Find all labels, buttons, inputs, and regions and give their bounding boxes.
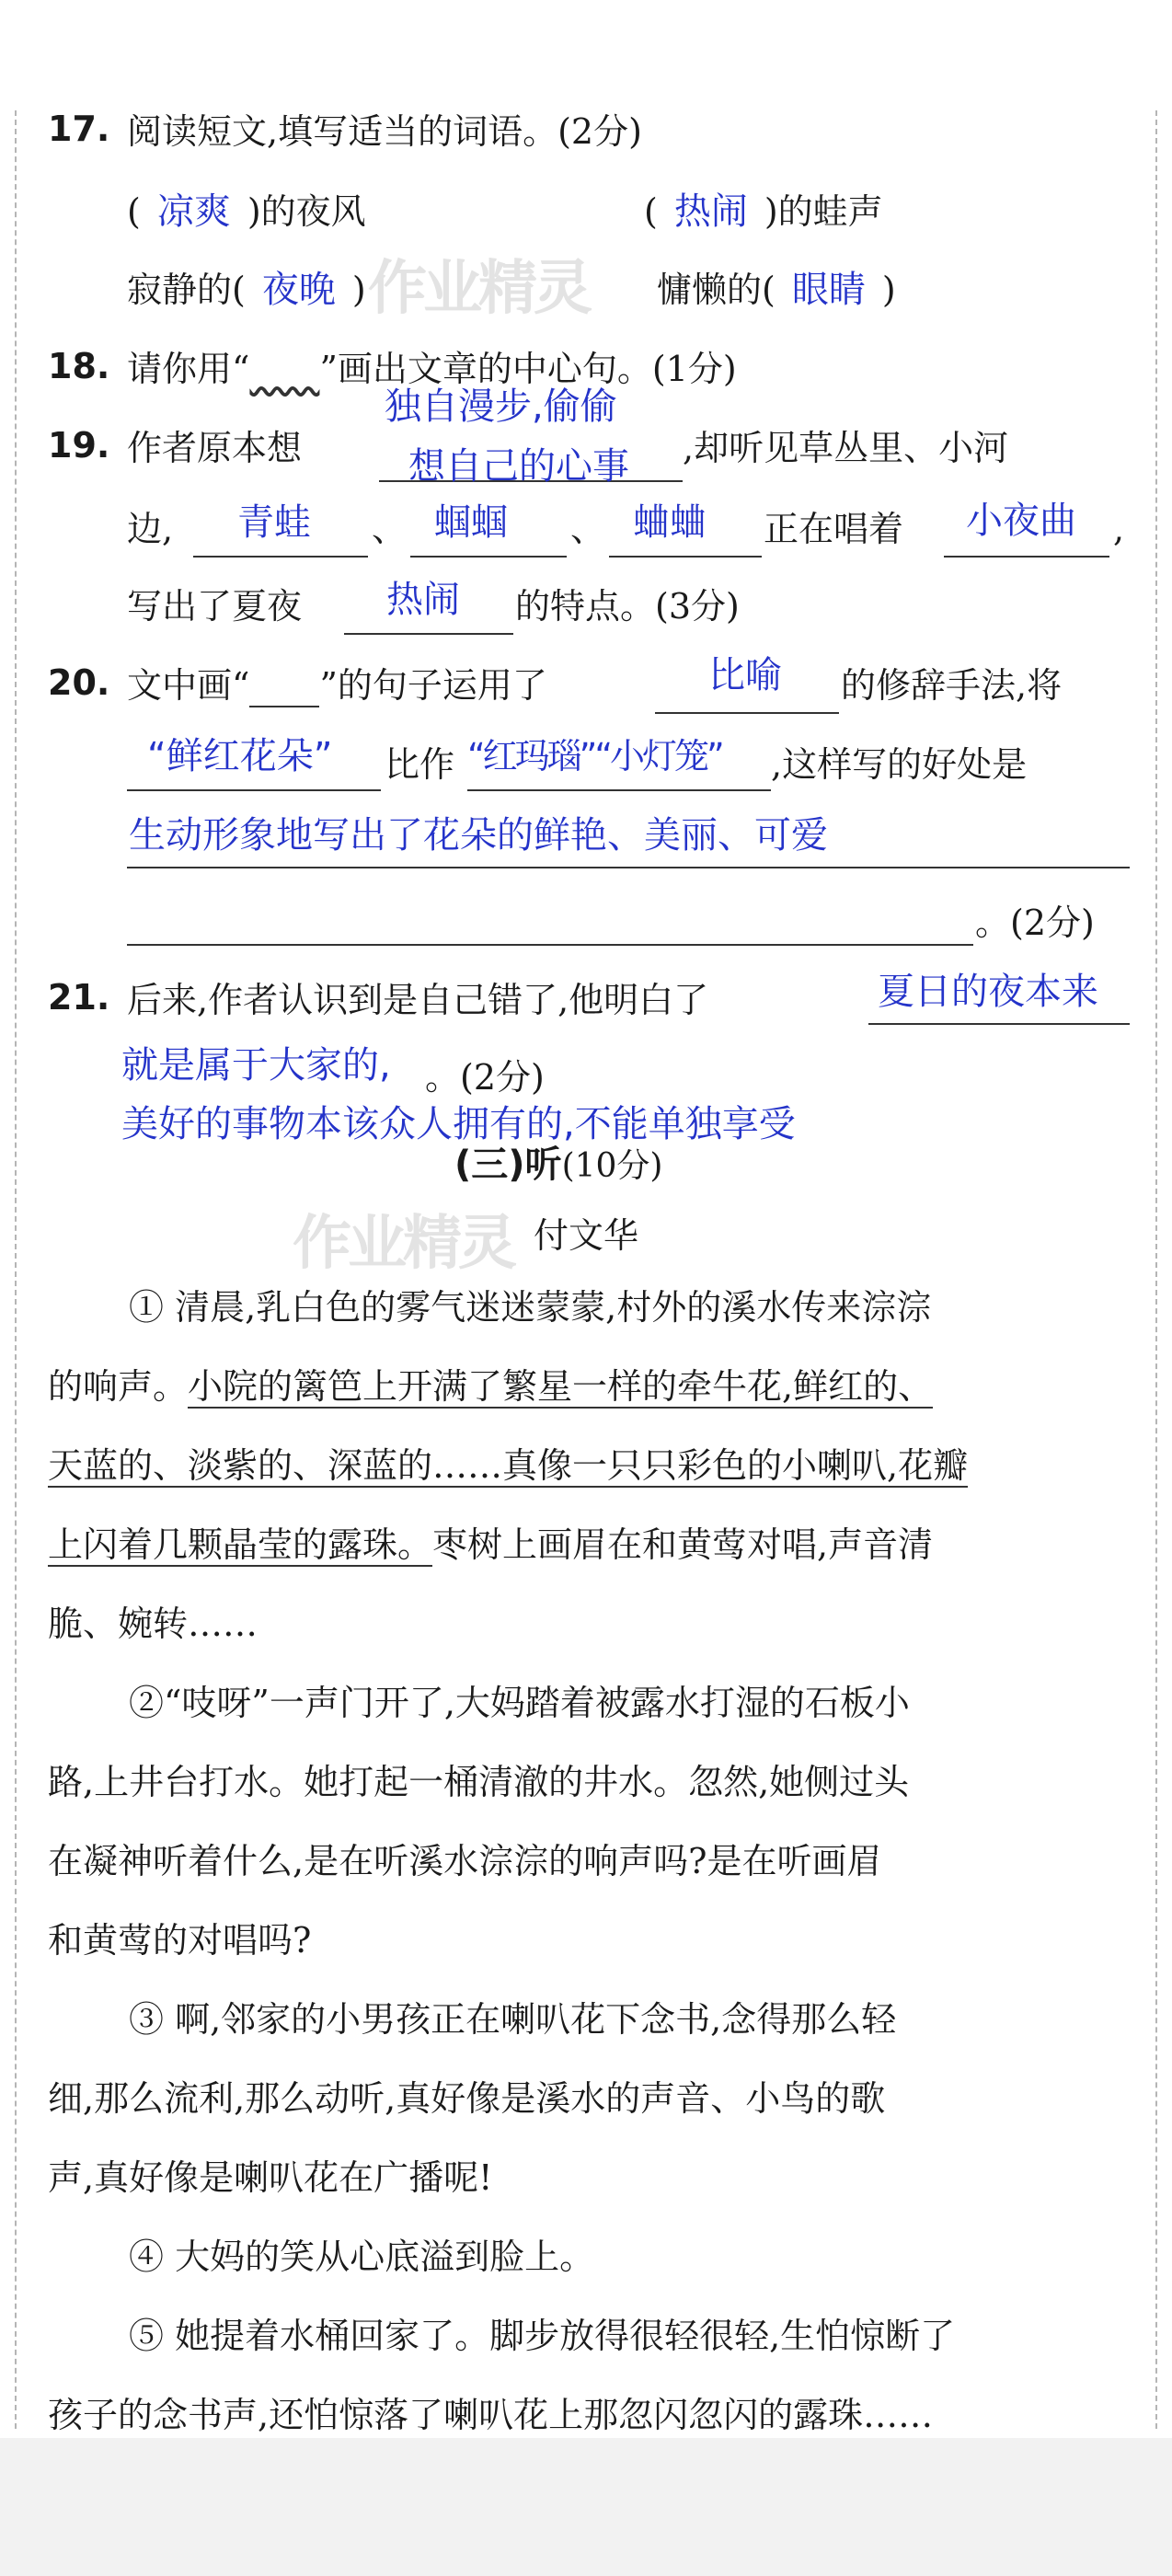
- text: 请你用“: [127, 349, 250, 389]
- passage-line: 和黄莺的对唱吗?: [48, 1920, 312, 1961]
- handwritten-answer: 蝈蝈: [434, 501, 508, 544]
- question-text: ,这样写的好处是: [771, 744, 1028, 785]
- handwritten-answer: “红玛瑙”“小灯笼”: [467, 736, 722, 776]
- paren: (: [127, 191, 141, 232]
- fill-row: [657, 267, 896, 313]
- question-text: ,却听见草丛里、小河: [683, 428, 1009, 468]
- handwritten-answer: 就是属于大家的,: [121, 1044, 391, 1087]
- question-text: 作者原本想: [127, 428, 303, 468]
- handwritten-answer: 热闹: [386, 579, 460, 621]
- straight-line-mark: [249, 665, 319, 707]
- answer-blank: [467, 789, 771, 791]
- question-text: 比作: [385, 744, 455, 785]
- section-score: (10分): [561, 1147, 663, 1185]
- phrase: 寂静的(: [127, 270, 246, 310]
- passage-line: 脆、婉转……: [48, 1604, 259, 1644]
- answer-blank: [127, 944, 973, 946]
- handwritten-answer: 热闹: [673, 190, 748, 233]
- answer-blank: [193, 556, 368, 558]
- question-text: [127, 662, 547, 708]
- handwritten-answer: 眼睛: [791, 269, 866, 311]
- question-text: 写出了夏夜: [127, 586, 303, 627]
- question-text: 边,: [127, 509, 174, 549]
- passage-line: [48, 1505, 933, 1584]
- handwritten-answer: 夜晚: [261, 269, 336, 311]
- phrase: 慵懒的(: [657, 270, 776, 310]
- fill-row: [644, 189, 883, 235]
- paren: ): [881, 270, 896, 310]
- right-margin-line: [1155, 110, 1157, 2429]
- watermark: 作业精灵: [368, 255, 589, 323]
- question-text: 阅读短文,填写适当的词语。(2分): [127, 111, 642, 152]
- answer-blank: [127, 867, 1130, 868]
- underlined-sentence: 天蓝的、淡紫的、深蓝的……真像一只只彩色的小喇叭,花瓣: [48, 1445, 969, 1486]
- answer-blank: [410, 556, 567, 558]
- passage-line: ⑤ 她提着水桶回家了。脚步放得很轻很轻,生怕惊断了: [129, 2316, 956, 2356]
- handwritten-answer: 蛐蛐: [633, 501, 707, 544]
- phrase: )的蛙声: [764, 191, 883, 232]
- section-heading: [454, 1135, 662, 1190]
- fill-row: [127, 189, 366, 235]
- passage-line: [48, 1347, 933, 1426]
- passage-line: 在凝神听着什么,是在听溪水淙淙的响声吗?是在听画眉: [48, 1841, 882, 1881]
- text: ”的句子运用了: [319, 665, 547, 706]
- question-number: 18.: [48, 346, 110, 386]
- handwritten-answer: 比喻: [708, 654, 782, 696]
- answer-blank: [944, 556, 1109, 558]
- handwritten-answer: “鲜红花朵”: [147, 735, 333, 777]
- question-number: 19.: [48, 425, 110, 466]
- handwritten-answer: 想自己的心事: [408, 445, 629, 488]
- left-margin-line: [15, 110, 17, 2429]
- passage-line: 路,上井台打水。她打起一桶清澈的井水。忽然,她侧过头: [48, 1762, 910, 1802]
- underlined-sentence: 小院的篱笆上开满了繁星一样的牵牛花,鲜红的、: [188, 1366, 934, 1407]
- answer-blank: [344, 633, 513, 635]
- wavy-line-mark: [249, 349, 319, 389]
- answer-blank: [609, 556, 762, 558]
- author: 付文华: [534, 1215, 639, 1256]
- handwritten-answer: 美好的事物本该众人拥有的,不能单独享受: [121, 1103, 796, 1145]
- handwritten-answer: 小夜曲: [966, 500, 1076, 542]
- passage-line: ②“吱呀”一声门开了,大妈踏着被露水打湿的石板小: [129, 1683, 910, 1723]
- passage-line: ④ 大妈的笑从心底溢到脸上。: [129, 2237, 595, 2277]
- text: 的响声。: [48, 1366, 189, 1407]
- question-text: 的修辞手法,将: [841, 665, 1063, 706]
- handwritten-answer: 生动形象地写出了花朵的鲜艳、美丽、可爱: [129, 814, 828, 857]
- paren: ): [351, 270, 366, 310]
- text: 文中画“: [127, 665, 250, 706]
- text: 枣树上画眉在和黄莺对唱,声音清: [432, 1524, 934, 1565]
- section-title: (三)听: [454, 1144, 562, 1186]
- passage-line: 声,真好像是喇叭花在广播呢!: [48, 2157, 493, 2198]
- passage-line: 细,那么流利,那么动听,真好像是溪水的声音、小鸟的歌: [48, 2078, 886, 2119]
- question-text: 正在唱着: [764, 509, 904, 549]
- answer-blank: [655, 712, 839, 714]
- passage-line: 孩子的念书声,还怕惊落了喇叭花上那忽闪忽闪的露珠……: [48, 2395, 934, 2435]
- fill-row: [127, 267, 366, 313]
- watermark: 作业精灵: [293, 1210, 513, 1278]
- question-number: 17.: [48, 109, 110, 149]
- handwritten-answer: 凉爽: [156, 190, 231, 233]
- phrase: )的夜风: [247, 191, 366, 232]
- separator: 、: [570, 509, 606, 549]
- paren: (: [644, 191, 658, 232]
- passage-line: ③ 啊,邻家的小男孩正在喇叭花下念书,念得那么轻: [129, 1999, 897, 2040]
- question-number: 21.: [48, 977, 110, 1018]
- handwritten-answer: 青蛙: [237, 501, 311, 544]
- underlined-sentence: 上闪着几颗晶莹的露珠。: [48, 1524, 433, 1565]
- passage-line: [48, 1426, 968, 1505]
- question-text: 。(2分): [425, 1057, 545, 1098]
- passage-line: ① 清晨,乳白色的雾气迷迷蒙蒙,村外的溪水传来淙淙: [129, 1287, 932, 1328]
- handwritten-answer: 独自漫步,偷偷: [385, 385, 617, 428]
- separator: 、: [372, 509, 408, 549]
- text: ”画出文章的中心句。(1分): [319, 349, 737, 389]
- answer-blank: [868, 1023, 1130, 1025]
- question-text: 后来,作者认识到是自己错了,他明白了: [127, 980, 709, 1020]
- question-text: 的特点。(3分): [515, 586, 740, 627]
- punctuation: ,: [1113, 509, 1125, 549]
- answer-blank: [127, 789, 381, 791]
- handwritten-answer: 夏日的夜本来: [878, 971, 1098, 1013]
- question-text: 。(2分): [975, 903, 1095, 943]
- question-number: 20.: [48, 662, 110, 703]
